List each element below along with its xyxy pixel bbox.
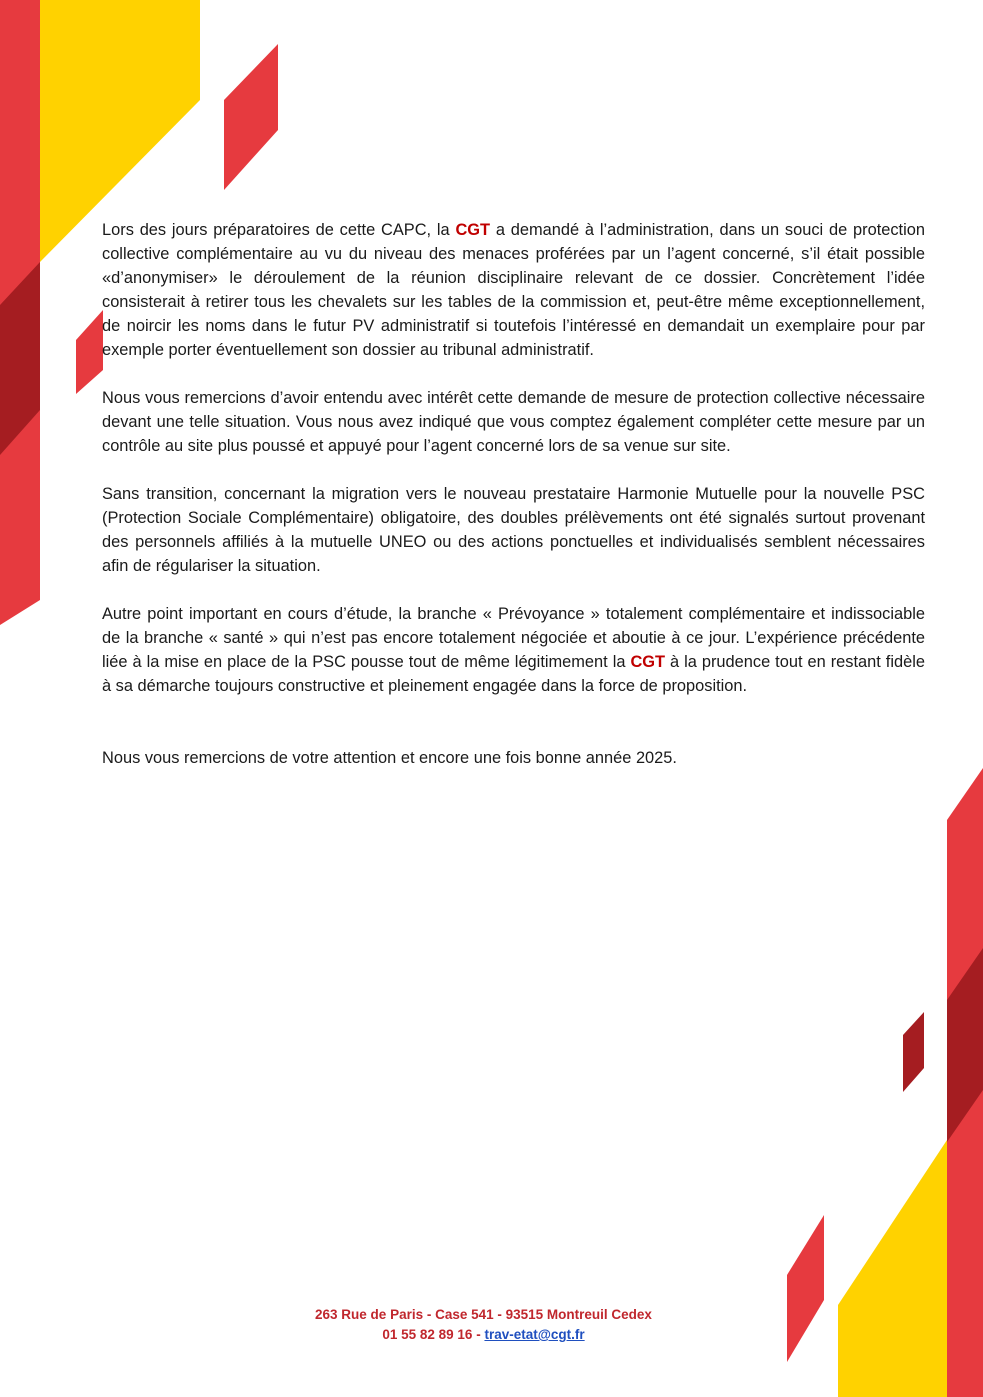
p1-text-before: Lors des jours préparatoires de cette CAPC, la: [102, 221, 456, 239]
footer-address: 263 Rue de Paris - Case 541 - 93515 Montreuil Cedex: [315, 1307, 652, 1322]
paragraph-psc-migration: Sans transition, concernant la migration vers le nouveau prestataire Harmonie Mutuelle pour la nouvelle PSC (Protection Sociale Complémentaire) obligatoire, des doubles prélèvements ont été signalés surtout provenant des personnels affiliés à la mutuelle UNEO ou des actions ponctuelles et individualisés semblent nécessaires afin de régulariser la situation.: [102, 485, 925, 575]
cgt-highlight: CGT: [455, 221, 491, 239]
paragraph-closing: Nous vous remercions de votre attention et encore une fois bonne année 2025.: [102, 749, 677, 767]
top-left-red-parallelogram: [224, 44, 278, 190]
paragraph-anonymisation: [102, 218, 925, 362]
cgt-highlight: CGT: [630, 653, 666, 671]
paragraph-prevoyance: [102, 602, 925, 698]
right-small-dark-red-parallelogram: [903, 1012, 924, 1092]
p4-text-before: Autre point important en cours d’étude, la branche « Prévoyance » totalement complémentaire et indissociable de la branche « santé » qui n’est pas encore totalement négociée et aboutie à ce jour. L’expérience précédente liée à la mise en place de la PSC pousse tout de même légitimement la: [102, 605, 925, 671]
footer-separator: -: [472, 1327, 485, 1342]
bottom-right-yellow-band: [838, 1140, 947, 1397]
p1-text-after: a demandé à l’administration, dans un souci de protection collective complémentaire au vu du niveau des menaces proférées par un l’agent concerné, s’il était possible «d’anonymiser» le déroulement de la réunion disciplinaire relevant de ce dossier. Concrètement l’idée consisterait à retirer tous les chevalets sur les tables de la commission et, peut-être même exceptionnellement, de noircir les noms dans le futur PV administratif si toutefois l’intéressé en demandait un exemplaire pour par exemple porter éventuellement son dossier au tribunal administratif.: [102, 221, 925, 359]
letter-body: [102, 218, 925, 794]
footer-phone: 01 55 82 89 16: [382, 1327, 473, 1342]
left-small-red-parallelogram: [76, 310, 103, 394]
paragraph-thanks: Nous vous remercions d’avoir entendu avec intérêt cette demande de mesure de protection collective nécessaire devant une telle situation. Vous nous avez indiqué que vous comptez également compléter cette mesure par un contrôle au site plus poussé et appuyé pour l’agent concerné lors de sa venue sur site.: [102, 389, 925, 455]
footer-email-link[interactable]: trav-etat@cgt.fr: [484, 1327, 585, 1342]
footer-contact: [0, 1325, 967, 1345]
p4-text-after: à la prudence tout en restant fidèle à sa démarche toujours constructive et pleinement engagée dans la force de proposition.: [102, 653, 925, 695]
footer: [0, 1305, 967, 1345]
